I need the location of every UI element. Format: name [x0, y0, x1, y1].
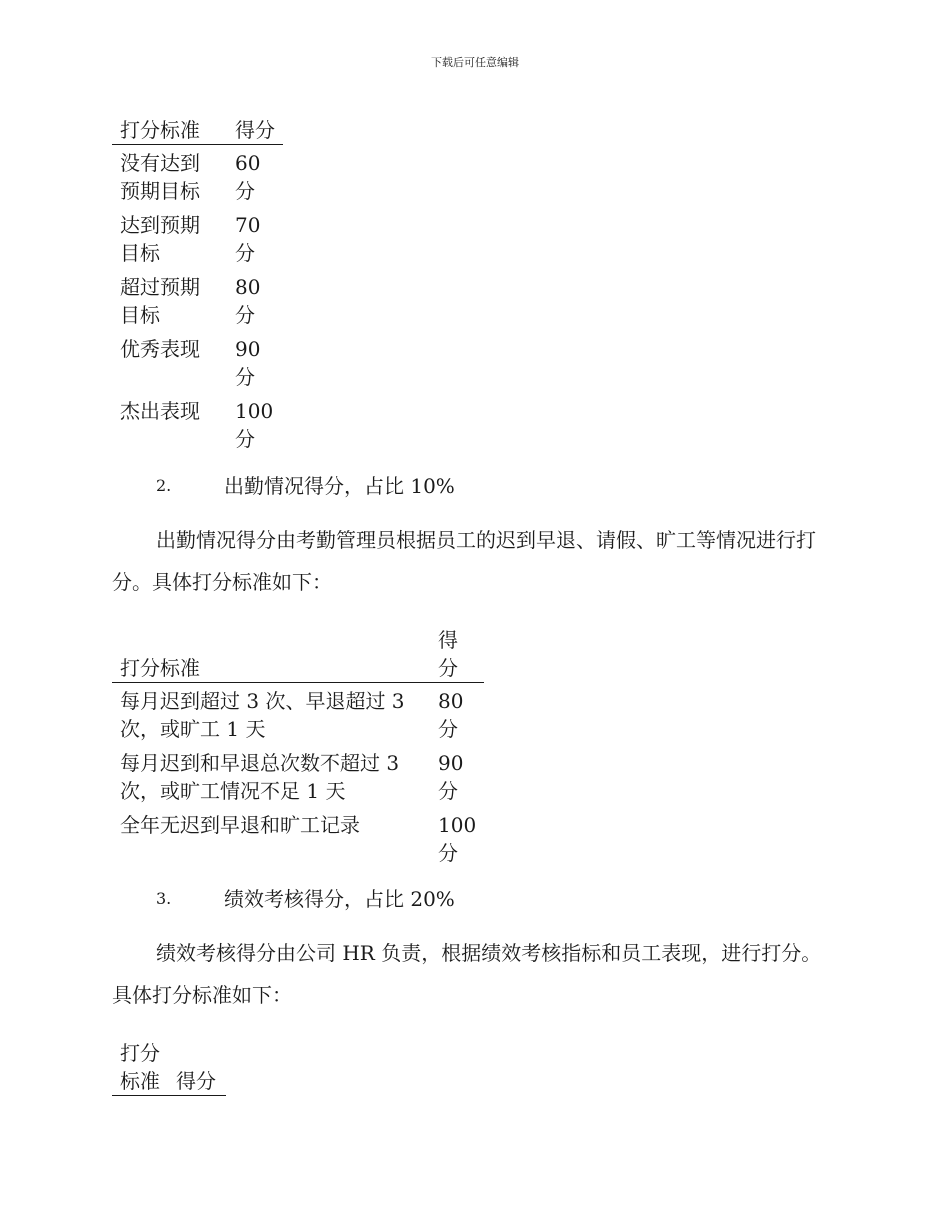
table2-header-score: 得分	[430, 626, 484, 683]
score-table-3	[112, 1039, 226, 1096]
table-row	[112, 211, 283, 273]
table2-cell-score: 100分	[438, 813, 477, 865]
section-2-paragraph-block	[112, 519, 834, 603]
table-row	[112, 749, 484, 811]
table2-cell-criteria: 每月迟到超过 3 次、早退超过 3 次，或旷工 1 天	[120, 689, 405, 741]
table-row	[112, 811, 484, 873]
table1-cell-criteria: 超过预期目标	[120, 275, 200, 327]
table1-cell-score: 80分	[235, 275, 261, 327]
table-row	[112, 335, 283, 397]
score-table-2	[112, 626, 484, 873]
table-row	[112, 397, 283, 459]
table1-cell-criteria: 没有达到预期目标	[120, 151, 200, 203]
table2-cell-score: 80分	[438, 689, 464, 741]
table2-cell-criteria: 全年无迟到早退和旷工记录	[120, 813, 360, 837]
table3-header-criteria: 打分标准	[112, 1039, 168, 1096]
table1-cell-criteria: 杰出表现	[120, 399, 200, 423]
section-3-title: 绩效考核得分，占比 20%	[224, 887, 455, 911]
table1-header-score: 得分	[227, 116, 283, 145]
page-header: 下载后可任意编辑	[431, 56, 519, 69]
table1-cell-score: 100分	[235, 399, 274, 451]
section-2-title: 出勤情况得分，占比 10%	[224, 474, 455, 498]
table1-cell-score: 90分	[235, 337, 261, 389]
table1-cell-criteria: 优秀表现	[120, 337, 200, 361]
table1-cell-criteria: 达到预期目标	[120, 213, 200, 265]
table2-cell-criteria: 每月迟到和早退总次数不超过 3 次，或旷工情况不足 1 天	[120, 751, 400, 803]
table1-cell-score: 70分	[235, 213, 261, 265]
score-table-1	[112, 116, 283, 459]
section-3-number: 3.	[156, 889, 172, 908]
table1-header-criteria: 打分标准	[112, 116, 227, 145]
table-row	[112, 273, 283, 335]
table3-header-score: 得分	[168, 1039, 226, 1096]
section-3-paragraph: 绩效考核得分由公司 HR 负责，根据绩效考核指标和员工表现，进行打分。具体打分标准如下：	[112, 941, 822, 1007]
table2-cell-score: 90分	[438, 751, 464, 803]
table-row	[112, 145, 283, 212]
section-2-number: 2.	[156, 476, 172, 495]
section-3-paragraph-block	[112, 932, 834, 1016]
table2-header-criteria: 打分标准	[112, 626, 430, 683]
table-row	[112, 683, 484, 750]
table1-cell-score: 60分	[235, 151, 261, 203]
section-2-paragraph: 出勤情况得分由考勤管理员根据员工的迟到早退、请假、旷工等情况进行打分。具体打分标准如下：	[112, 528, 816, 594]
